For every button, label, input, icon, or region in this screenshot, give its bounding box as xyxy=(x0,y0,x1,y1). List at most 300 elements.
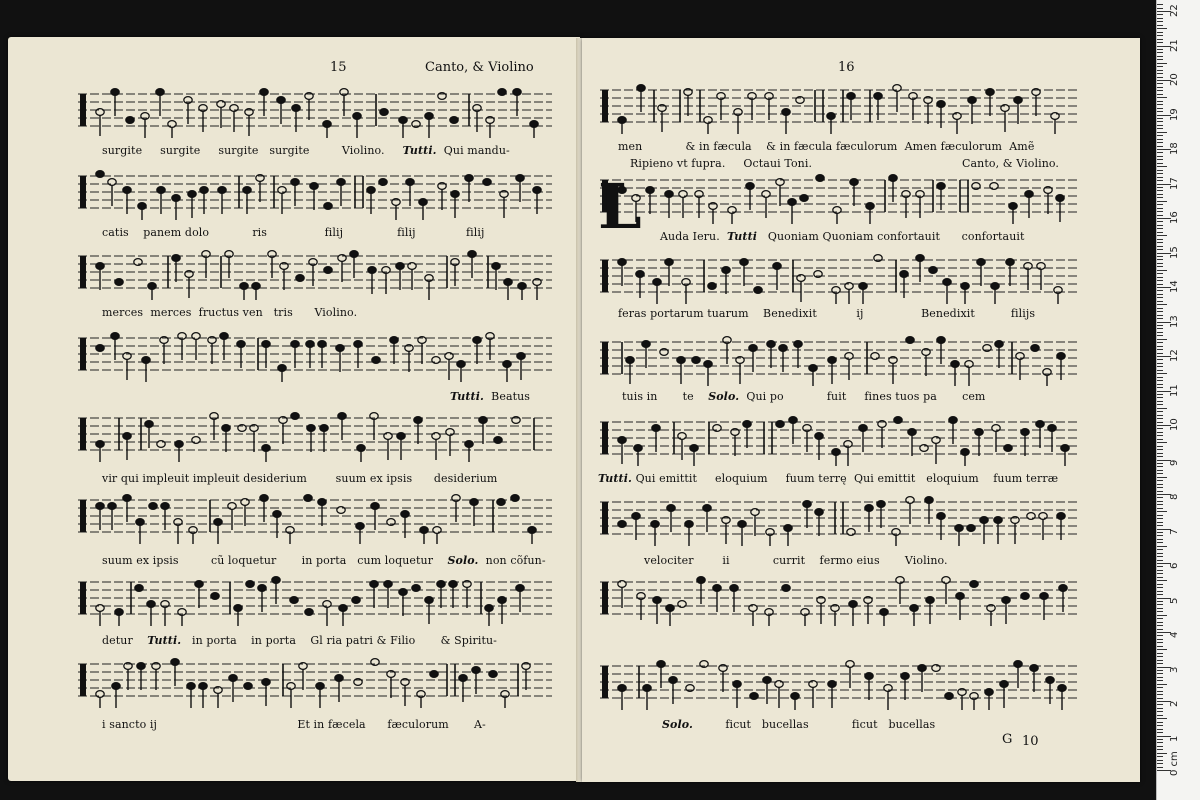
right-page-number: 16 xyxy=(838,60,855,75)
ruler-minor-tick xyxy=(1157,618,1163,619)
ruler-minor-tick xyxy=(1157,397,1163,398)
music-staff xyxy=(600,658,1080,714)
ruler-minor-tick xyxy=(1157,146,1163,147)
ruler-label: 17 xyxy=(1169,176,1180,190)
lyric-line-left-2 xyxy=(102,226,485,239)
lyric-solo: Solo. xyxy=(662,718,693,731)
ruler-minor-tick xyxy=(1157,442,1167,443)
lyric-word: in porta xyxy=(251,634,296,647)
ruler-minor-tick xyxy=(1157,39,1163,40)
lyric-line-left-6 xyxy=(102,554,546,567)
music-staff xyxy=(78,410,552,466)
lyric-line-right-5 xyxy=(622,390,985,403)
ruler-minor-tick xyxy=(1157,328,1163,329)
ruler-minor-tick xyxy=(1157,159,1163,160)
ruler-minor-tick xyxy=(1157,332,1163,333)
lyric-line-right-2 xyxy=(630,157,812,170)
lyric-word: Amẽ xyxy=(1009,140,1035,153)
lyric-line-right-3 xyxy=(660,230,1025,243)
ruler-minor-tick xyxy=(1157,497,1163,498)
ruler-label: 20 xyxy=(1169,73,1180,86)
ruler-minor-tick xyxy=(1157,342,1163,343)
ruler-minor-tick xyxy=(1157,404,1163,405)
ruler-minor-tick xyxy=(1157,366,1163,367)
ruler-minor-tick xyxy=(1157,4,1163,5)
ruler-minor-tick xyxy=(1157,601,1163,602)
ruler-minor-tick xyxy=(1157,301,1163,302)
ruler-minor-tick xyxy=(1157,177,1163,178)
ruler-minor-tick xyxy=(1157,504,1163,505)
ruler-minor-tick xyxy=(1157,732,1163,733)
ruler-minor-tick xyxy=(1157,104,1163,105)
ruler-minor-tick xyxy=(1157,94,1163,95)
signature-mark: G xyxy=(1002,732,1013,747)
lyric-word: Qui po xyxy=(746,390,784,403)
ruler-minor-tick xyxy=(1157,653,1163,654)
lyric-solo: Solo. xyxy=(708,390,740,403)
lyric-word: surgite xyxy=(269,144,310,157)
lyric-word: currit xyxy=(772,554,806,567)
signature-number: 10 xyxy=(1022,734,1039,749)
ruler-minor-tick xyxy=(1157,132,1167,133)
ruler-minor-tick xyxy=(1157,453,1163,454)
ruler-minor-tick xyxy=(1157,42,1163,43)
ruler-minor-tick xyxy=(1157,477,1167,478)
ruler-minor-tick xyxy=(1157,446,1163,447)
ruler-minor-tick xyxy=(1157,501,1163,502)
ruler-label: 12 xyxy=(1169,349,1180,362)
ruler-label: 0 cm xyxy=(1169,751,1180,776)
ruler-minor-tick xyxy=(1157,66,1163,67)
ruler-minor-tick xyxy=(1157,180,1163,181)
music-staff xyxy=(78,330,552,386)
ruler-minor-tick xyxy=(1157,156,1163,157)
ruler-minor-tick xyxy=(1157,525,1163,526)
ruler-minor-tick xyxy=(1157,90,1163,91)
ruler-minor-tick xyxy=(1157,187,1163,188)
ruler-minor-tick xyxy=(1157,546,1167,547)
ruler-minor-tick xyxy=(1157,542,1163,543)
ruler-minor-tick xyxy=(1157,335,1163,336)
ruler-minor-tick xyxy=(1157,49,1163,50)
music-staff xyxy=(78,86,552,142)
lyric-tutti: Tutti. xyxy=(598,472,632,485)
ruler-minor-tick xyxy=(1157,625,1163,626)
ruler-minor-tick xyxy=(1157,573,1163,574)
lyric-line-left-1 xyxy=(102,144,510,157)
ruler-minor-tick xyxy=(1157,101,1163,102)
lyric-word: Violino. xyxy=(904,554,948,567)
ruler-minor-tick xyxy=(1157,604,1163,605)
ruler-minor-tick xyxy=(1157,387,1163,388)
lyric-word: detur xyxy=(102,634,133,647)
ruler-minor-tick xyxy=(1157,642,1163,643)
ruler-minor-tick xyxy=(1157,435,1163,436)
ruler-minor-tick xyxy=(1157,649,1167,650)
music-staff xyxy=(78,656,552,712)
ruler-minor-tick xyxy=(1157,756,1163,757)
ruler-minor-tick xyxy=(1157,384,1163,385)
ruler-minor-tick xyxy=(1157,670,1163,671)
lyric-word: ii xyxy=(722,554,730,567)
ruler-minor-tick xyxy=(1157,87,1163,88)
lyric-word: tris xyxy=(273,306,293,319)
ruler-minor-tick xyxy=(1157,718,1167,719)
ruler-label: 19 xyxy=(1169,107,1180,121)
lyric-word: i sancto ij xyxy=(102,718,158,731)
music-staff xyxy=(600,574,1080,630)
music-staff xyxy=(78,248,552,304)
ruler-label: 9 xyxy=(1169,459,1180,466)
lyric-tutti: Tutti. xyxy=(450,390,484,403)
music-staff xyxy=(600,414,1080,470)
lyric-word: men xyxy=(618,140,643,153)
ruler-minor-tick xyxy=(1157,173,1163,174)
ruler-minor-tick xyxy=(1157,725,1163,726)
ruler-minor-tick xyxy=(1157,763,1163,764)
ruler-minor-tick xyxy=(1157,297,1163,298)
lyric-word: Octaui Toni. xyxy=(743,157,813,170)
ruler-label: 11 xyxy=(1169,383,1180,397)
lyric-word: merces xyxy=(150,306,192,319)
lyric-word: Gl ria patri & Filio xyxy=(310,634,416,647)
lyric-word: filijs xyxy=(1010,307,1036,320)
ruler-minor-tick xyxy=(1157,56,1163,57)
ruler-minor-tick xyxy=(1157,221,1163,222)
ruler-minor-tick xyxy=(1157,473,1163,474)
lyric-word: non cõfun- xyxy=(485,554,546,567)
ruler-minor-tick xyxy=(1157,194,1163,195)
ruler-minor-tick xyxy=(1157,456,1163,457)
ruler-minor-tick xyxy=(1157,746,1163,747)
lyric-word: te xyxy=(682,390,694,403)
lyric-line-right-1 xyxy=(618,140,1034,153)
ruler-minor-tick xyxy=(1157,539,1163,540)
ruler-minor-tick xyxy=(1157,711,1163,712)
ruler-minor-tick xyxy=(1157,635,1163,636)
ruler-minor-tick xyxy=(1157,208,1163,209)
lyric-word: confortauit xyxy=(961,230,1025,243)
lyric-word: Beatus xyxy=(491,390,531,403)
lyric-word: ficut xyxy=(851,718,878,731)
ruler-minor-tick xyxy=(1157,201,1167,202)
ruler-minor-tick xyxy=(1157,152,1163,153)
lyric-word: Benedixit xyxy=(763,307,817,320)
ruler-minor-tick xyxy=(1157,484,1163,485)
ruler-minor-tick xyxy=(1157,25,1163,26)
ruler-minor-tick xyxy=(1157,463,1163,464)
music-staff xyxy=(600,172,1080,228)
ruler-minor-tick xyxy=(1157,401,1163,402)
lyric-word: ij xyxy=(856,307,864,320)
ruler-label: 5 xyxy=(1169,597,1180,604)
ruler-minor-tick xyxy=(1157,560,1163,561)
ruler-minor-tick xyxy=(1157,694,1163,695)
lyric-word: panem dolo xyxy=(143,226,210,239)
ruler-label: 2 xyxy=(1169,700,1180,707)
lyric-word: filij xyxy=(466,226,485,239)
ruler-minor-tick xyxy=(1157,411,1163,412)
ruler-minor-tick xyxy=(1157,629,1163,630)
ruler-minor-tick xyxy=(1157,83,1163,84)
ruler-minor-tick xyxy=(1157,108,1163,109)
ruler-minor-tick xyxy=(1157,259,1163,260)
ruler-minor-tick xyxy=(1157,349,1163,350)
lyric-word: & in fæcula xyxy=(685,140,752,153)
ruler-minor-tick xyxy=(1157,35,1163,36)
ruler-minor-tick xyxy=(1157,639,1163,640)
lyric-word: fines tuos pa xyxy=(864,390,937,403)
ruler-minor-tick xyxy=(1157,698,1163,699)
lyric-word: suum ex ipsis xyxy=(102,554,179,567)
music-staff xyxy=(78,168,552,224)
ruler-minor-tick xyxy=(1157,315,1163,316)
lyric-word: suum ex ipsis xyxy=(335,472,413,485)
ruler-minor-tick xyxy=(1157,18,1163,19)
ruler-minor-tick xyxy=(1157,432,1163,433)
lyric-tutti: Tutti. xyxy=(147,634,182,647)
ruler-minor-tick xyxy=(1157,63,1167,64)
lyric-word: in porta xyxy=(191,634,237,647)
ruler-minor-tick xyxy=(1157,708,1163,709)
ruler-minor-tick xyxy=(1157,594,1163,595)
ruler-minor-tick xyxy=(1157,760,1163,761)
music-staff xyxy=(600,494,1080,550)
ruler-minor-tick xyxy=(1157,290,1163,291)
lyric-word: fuum terræ xyxy=(993,472,1059,485)
ruler-minor-tick xyxy=(1157,8,1163,9)
ruler-minor-tick xyxy=(1157,532,1163,533)
ruler-minor-tick xyxy=(1157,211,1163,212)
ruler-minor-tick xyxy=(1157,190,1163,191)
ruler-minor-tick xyxy=(1157,97,1167,98)
ruler-minor-tick xyxy=(1157,32,1163,33)
ruler-minor-tick xyxy=(1157,139,1163,140)
ruler-minor-tick xyxy=(1157,228,1163,229)
ruler-minor-tick xyxy=(1157,304,1167,305)
ruler-minor-tick xyxy=(1157,549,1163,550)
ruler-minor-tick xyxy=(1157,363,1163,364)
ruler-minor-tick xyxy=(1157,715,1163,716)
lyric-word: Quoniam Quoniam confortauit xyxy=(767,230,940,243)
lyric-word: vir qui impleuit impleuit desiderium xyxy=(102,472,307,485)
ruler-minor-tick xyxy=(1157,28,1167,29)
ruler-label: 7 xyxy=(1169,528,1180,535)
ruler-label: 21 xyxy=(1169,38,1180,52)
ruler-minor-tick xyxy=(1157,377,1163,378)
ruler-minor-tick xyxy=(1157,204,1163,205)
lyric-word: catis xyxy=(102,226,129,239)
ruler-minor-tick xyxy=(1157,418,1163,419)
lyric-word: surgite xyxy=(102,144,143,157)
lyric-word: fuum terrę xyxy=(785,472,847,485)
lyric-word: Qui emittit xyxy=(635,472,698,485)
lyric-line-right-4 xyxy=(618,307,1035,320)
lyric-tutti: Tutti xyxy=(727,230,758,243)
lyric-word: fermo eius xyxy=(819,554,880,567)
ruler-minor-tick xyxy=(1157,73,1163,74)
lyric-word: ris xyxy=(252,226,268,239)
ruler-minor-tick xyxy=(1157,311,1163,312)
ruler-label: 14 xyxy=(1169,280,1180,293)
ruler-minor-tick xyxy=(1157,515,1163,516)
ruler-minor-tick xyxy=(1157,277,1163,278)
ruler-minor-tick xyxy=(1157,325,1163,326)
music-staff xyxy=(600,334,1080,390)
ruler-minor-tick xyxy=(1157,553,1163,554)
ruler-label: 4 xyxy=(1169,631,1180,638)
ruler-minor-tick xyxy=(1157,522,1163,523)
ruler-minor-tick xyxy=(1157,577,1163,578)
lyric-word: tuis in xyxy=(622,390,658,403)
lyric-line-left-7 xyxy=(102,634,497,647)
lyric-word: eloquium xyxy=(926,472,979,485)
lyric-line-right-7 xyxy=(644,554,948,567)
music-staff xyxy=(600,82,1080,138)
ruler-minor-tick xyxy=(1157,684,1167,685)
ruler-minor-tick xyxy=(1157,677,1163,678)
ruler-minor-tick xyxy=(1157,380,1163,381)
ruler-minor-tick xyxy=(1157,556,1163,557)
ruler-minor-tick xyxy=(1157,246,1163,247)
measurement-ruler xyxy=(1156,0,1200,800)
ruler-minor-tick xyxy=(1157,353,1163,354)
ruler-minor-tick xyxy=(1157,611,1163,612)
lyric-word: filij xyxy=(397,226,416,239)
ruler-minor-tick xyxy=(1157,232,1163,233)
ruler-minor-tick xyxy=(1157,239,1163,240)
ruler-minor-tick xyxy=(1157,118,1163,119)
lyric-word: fructus ven xyxy=(198,306,263,319)
ruler-minor-tick xyxy=(1157,511,1167,512)
music-staff xyxy=(78,492,552,548)
lyric-word: in porta xyxy=(301,554,347,567)
lyric-line-right-6 xyxy=(598,472,1058,485)
ruler-minor-tick xyxy=(1157,249,1163,250)
ruler-minor-tick xyxy=(1157,570,1163,571)
lyric-word: Qui emittit xyxy=(853,472,916,485)
ruler-minor-tick xyxy=(1157,566,1163,567)
lyric-word: cum loquetur xyxy=(357,554,434,567)
ruler-minor-tick xyxy=(1157,729,1163,730)
ruler-minor-tick xyxy=(1157,121,1163,122)
lyric-word: surgite xyxy=(160,144,201,157)
ruler-minor-tick xyxy=(1157,125,1163,126)
ruler-minor-tick xyxy=(1157,77,1163,78)
lyric-word: bucellas xyxy=(761,718,809,731)
ruler-minor-tick xyxy=(1157,767,1163,768)
ruler-minor-tick xyxy=(1157,753,1167,754)
ruler-minor-tick xyxy=(1157,270,1167,271)
ruler-label: 8 xyxy=(1169,493,1180,500)
ruler-minor-tick xyxy=(1157,615,1167,616)
ruler-minor-tick xyxy=(1157,394,1163,395)
ruler-minor-tick xyxy=(1157,266,1163,267)
ruler-minor-tick xyxy=(1157,111,1163,112)
ruler-minor-tick xyxy=(1157,14,1163,15)
ruler-label: 16 xyxy=(1169,211,1180,224)
lyric-word: desiderium xyxy=(433,472,498,485)
ruler-label: 13 xyxy=(1169,314,1180,328)
ruler-minor-tick xyxy=(1157,308,1163,309)
ruler-minor-tick xyxy=(1157,518,1163,519)
ruler-label: 1 xyxy=(1169,735,1180,742)
left-page-header: Canto, & Violino xyxy=(425,60,534,75)
ruler-minor-tick xyxy=(1157,294,1163,295)
ruler-minor-tick xyxy=(1157,691,1163,692)
lyric-word: Auda Ieru. xyxy=(660,230,720,243)
ruler-label: 10 xyxy=(1169,418,1180,431)
ruler-minor-tick xyxy=(1157,749,1163,750)
ruler-label: 6 xyxy=(1169,562,1180,569)
ruler-minor-tick xyxy=(1157,587,1163,588)
lyric-word: surgite xyxy=(218,144,259,157)
lyric-solo: Solo. xyxy=(447,554,479,567)
lyric-word: fæculorum xyxy=(387,718,449,731)
lyric-word: bucellas xyxy=(888,718,936,731)
ruler-minor-tick xyxy=(1157,59,1163,60)
lyric-word: fuit xyxy=(826,390,847,403)
ruler-minor-tick xyxy=(1157,660,1163,661)
music-staff xyxy=(78,574,552,630)
ruler-minor-tick xyxy=(1157,415,1163,416)
ruler-minor-tick xyxy=(1157,170,1163,171)
ruler-minor-tick xyxy=(1157,646,1163,647)
ruler-minor-tick xyxy=(1157,466,1163,467)
lyric-word: Et in fæcela xyxy=(297,718,366,731)
ruler-minor-tick xyxy=(1157,163,1163,164)
ruler-minor-tick xyxy=(1157,470,1163,471)
left-page-number: 15 xyxy=(330,60,347,75)
ruler-minor-tick xyxy=(1157,608,1163,609)
lyric-word: filij xyxy=(324,226,344,239)
ruler-label: 3 xyxy=(1169,666,1180,673)
ruler-minor-tick xyxy=(1157,428,1163,429)
ruler-minor-tick xyxy=(1157,215,1163,216)
lyric-word: Qui mandu- xyxy=(443,144,510,157)
ruler-minor-tick xyxy=(1157,622,1163,623)
lyric-line-right-8 xyxy=(662,718,935,731)
ruler-minor-tick xyxy=(1157,135,1163,136)
ruler-minor-tick xyxy=(1157,263,1163,264)
initial-letter: L xyxy=(598,170,642,243)
lyric-word: Canto, & Violino. xyxy=(962,157,1060,170)
lyric-word: Violino. xyxy=(341,144,385,157)
ruler-minor-tick xyxy=(1157,487,1163,488)
ruler-minor-tick xyxy=(1157,687,1163,688)
ruler-minor-tick xyxy=(1157,242,1163,243)
ruler-minor-tick xyxy=(1157,52,1163,53)
ruler-minor-tick xyxy=(1157,680,1163,681)
ruler-minor-tick xyxy=(1157,256,1163,257)
lyric-word: feras portarum tuarum xyxy=(618,307,749,320)
ruler-minor-tick xyxy=(1157,225,1163,226)
ruler-minor-tick xyxy=(1157,128,1163,129)
ruler-minor-tick xyxy=(1157,704,1163,705)
ruler-minor-tick xyxy=(1157,591,1163,592)
lyric-word: cem xyxy=(962,390,986,403)
lyric-word: Benedixit xyxy=(921,307,975,320)
ruler-minor-tick xyxy=(1157,449,1163,450)
ruler-minor-tick xyxy=(1157,508,1163,509)
ruler-minor-tick xyxy=(1157,491,1163,492)
ruler-minor-tick xyxy=(1157,280,1163,281)
ruler-minor-tick xyxy=(1157,656,1163,657)
ruler-label: 15 xyxy=(1169,245,1180,259)
ruler-minor-tick xyxy=(1157,166,1167,167)
ruler-minor-tick xyxy=(1157,235,1167,236)
ruler-minor-tick xyxy=(1157,370,1163,371)
